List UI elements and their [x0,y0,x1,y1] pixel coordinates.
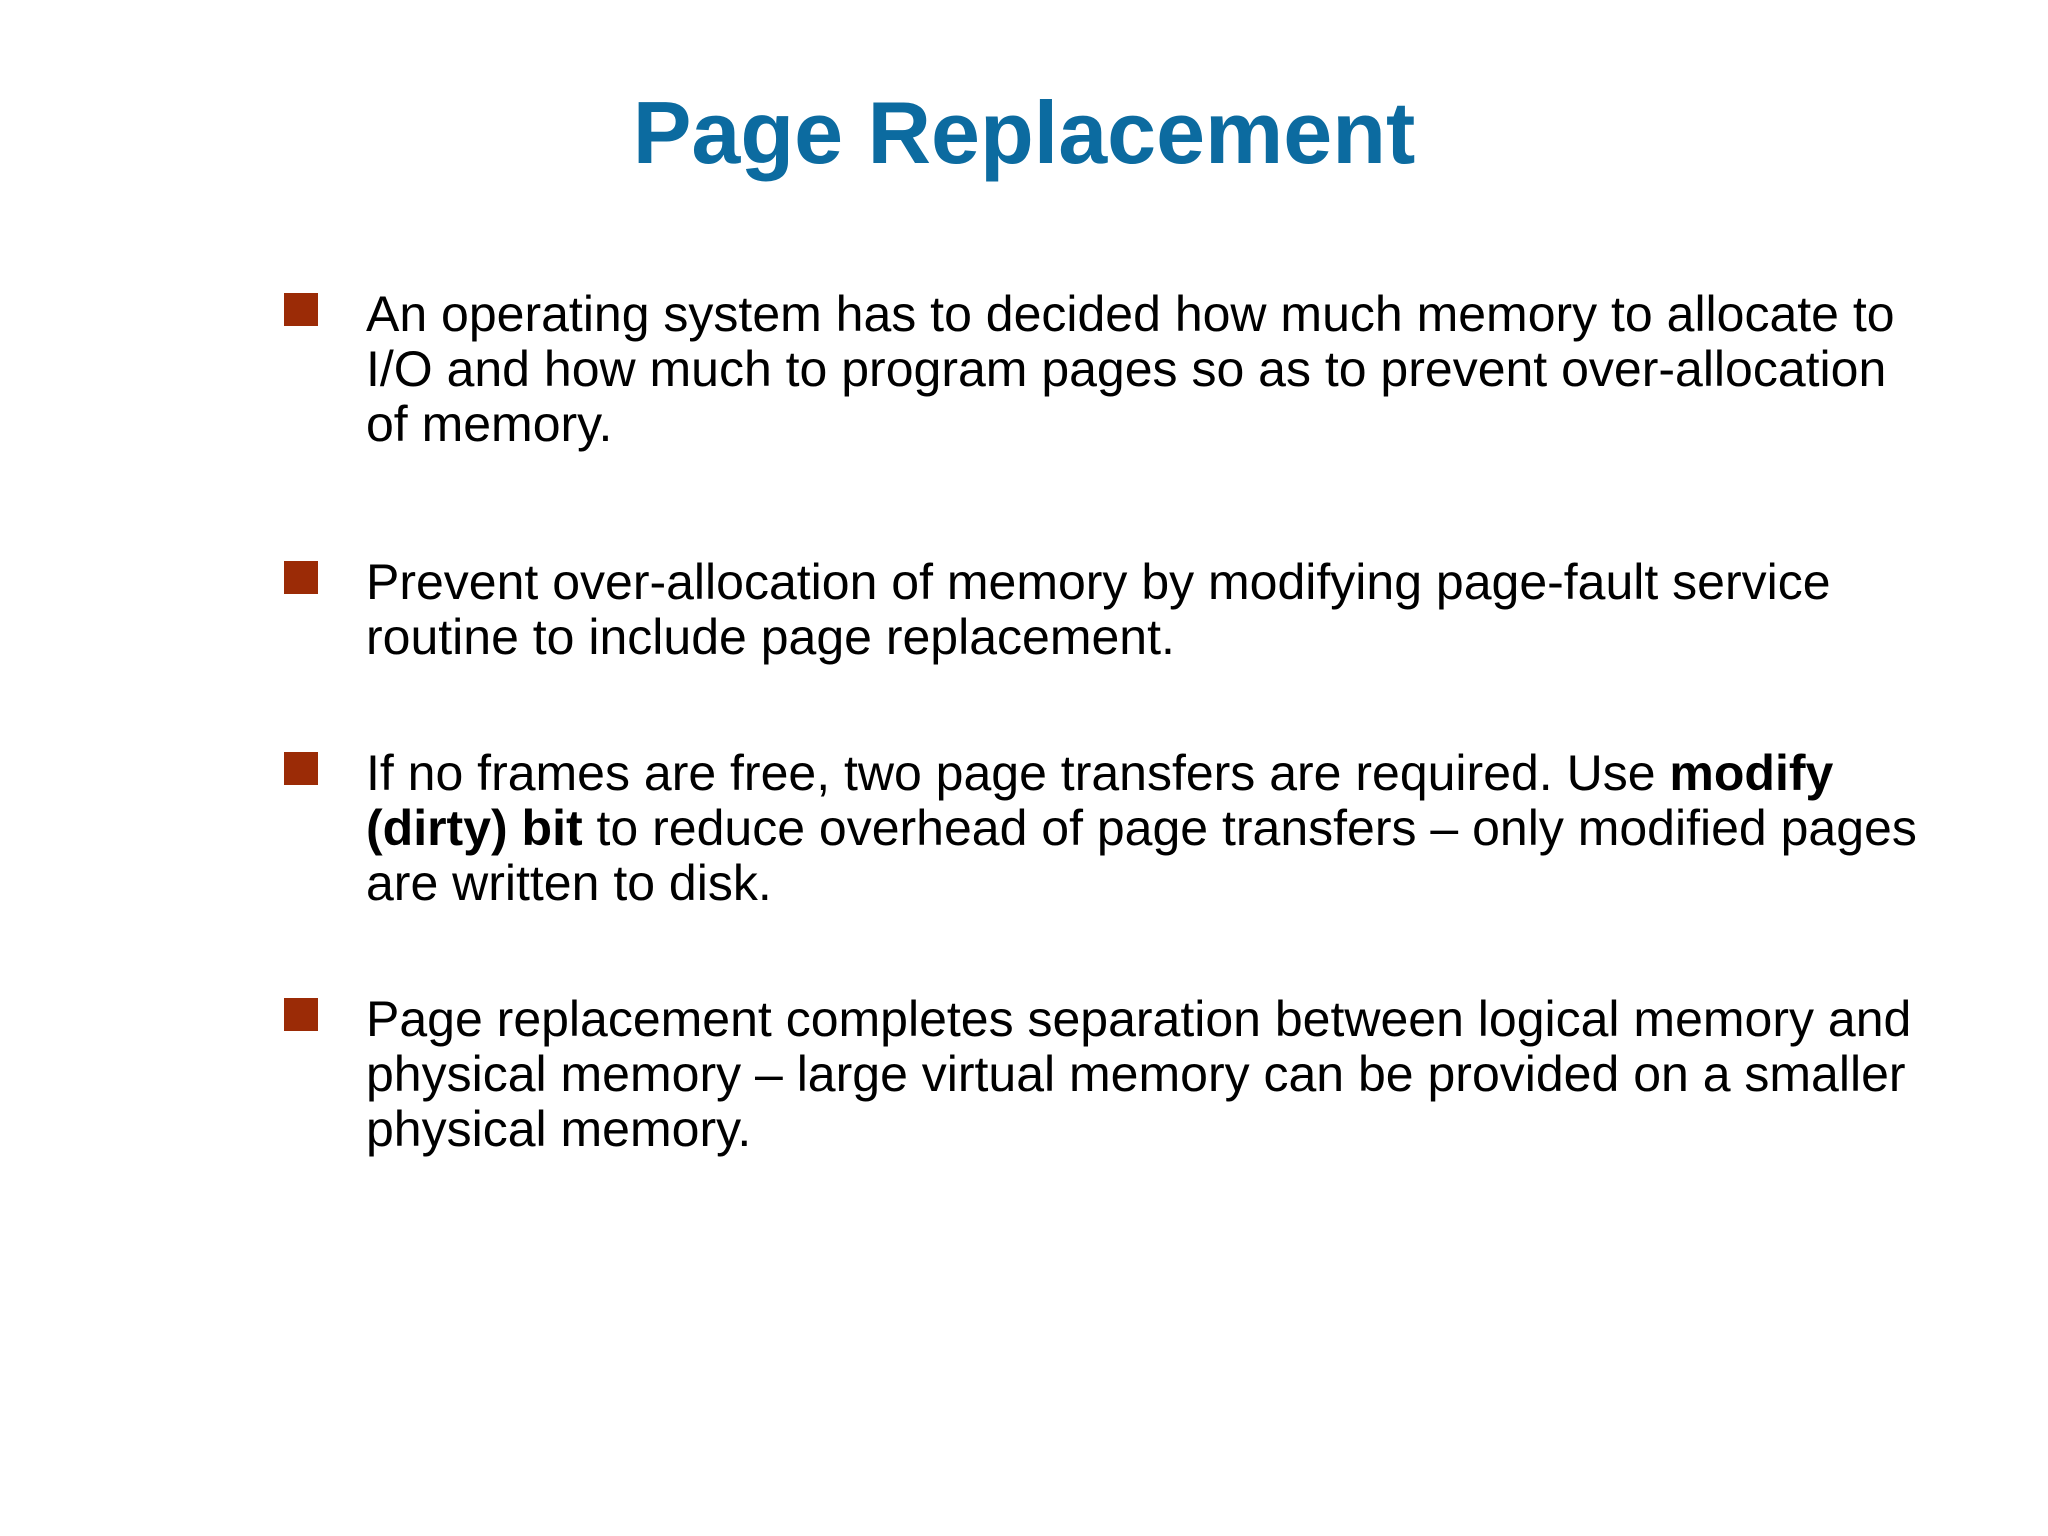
bullet-text [366,746,1924,911]
bullet-text: Prevent over-allocation of memory by modifying page-fault service routine to include page replacement. [366,554,1831,665]
bullet-text-part: If no frames are free, two page transfers are required. Use [366,745,1670,801]
square-bullet-icon [284,998,318,1031]
square-bullet-icon [284,561,318,594]
bullet-text-part: to reduce overhead of page transfers – only modified pages are written to disk. [366,800,1917,911]
slide-title: Page Replacement [632,83,1416,182]
bullet-text: An operating system has to decided how much memory to allocate to I/O and how much to program pages so as to prevent over-allocation of memory. [366,286,1895,452]
square-bullet-icon [284,752,318,785]
square-bullet-icon [284,293,318,326]
bullet-text: Page replacement completes separation between logical memory and physical memory – large virtual memory can be provided on a smaller physical memory. [366,991,1912,1157]
bold-term: modify (dirty) bit [366,745,1834,856]
